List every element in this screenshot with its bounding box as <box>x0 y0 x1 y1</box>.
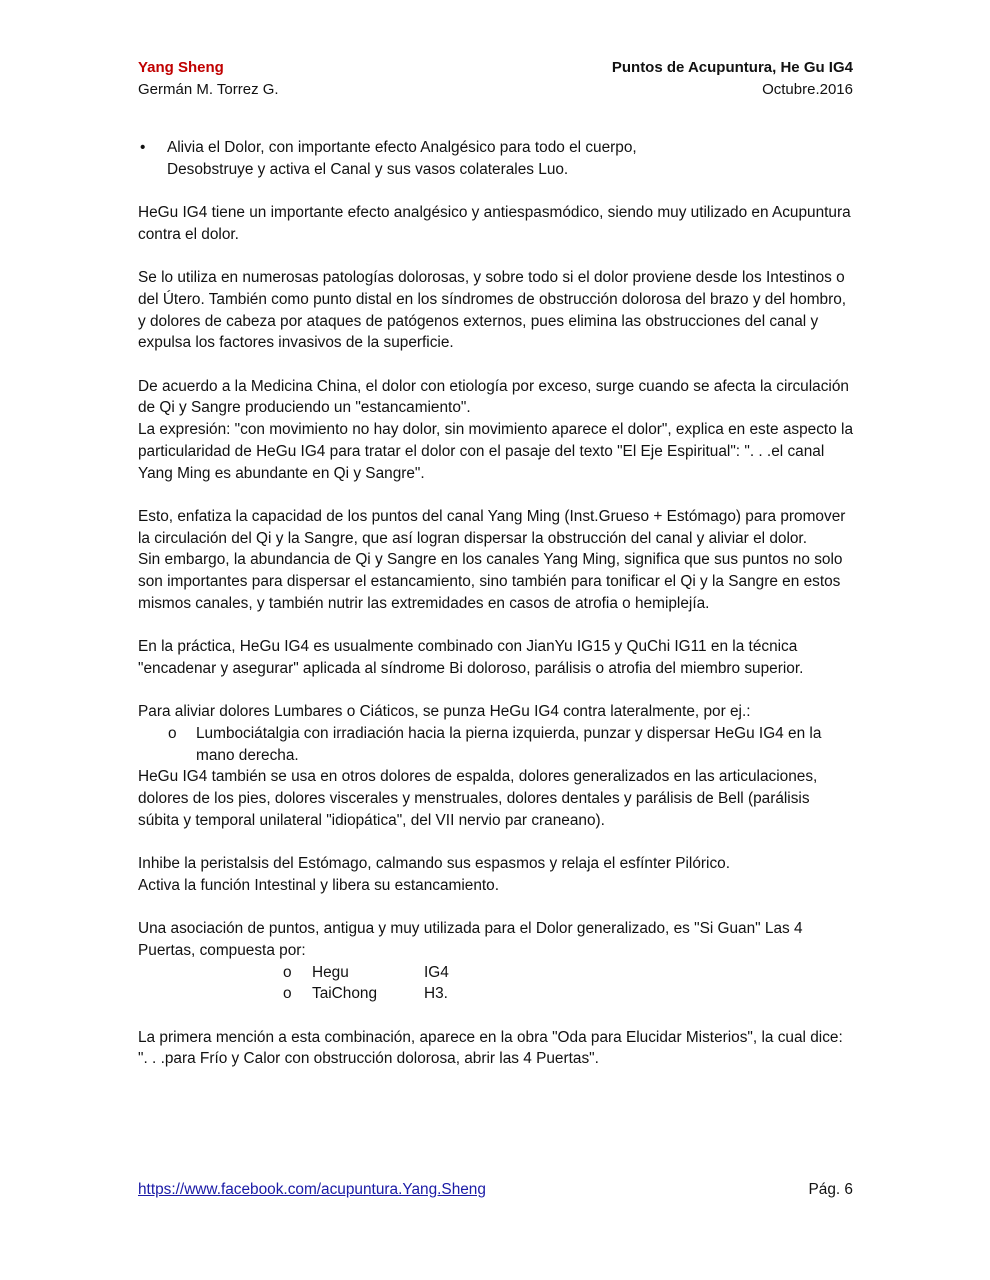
list-item <box>138 962 854 984</box>
bullet-list <box>138 137 854 180</box>
list-item <box>138 983 854 1005</box>
sub-bullet-marker: o <box>283 985 292 1003</box>
paragraph-yangming: Esto, enfatiza la capacidad de los puntos del canal Yang Ming (Inst.Grueso + Estómago) para promover la circulación del Qi y la Sangre, que así logran dispersar la obstrucción del canal y aliviar el dolor. <box>138 507 846 547</box>
paragraph-group-siguan <box>138 918 854 1005</box>
paragraph-group-lumbar <box>138 701 854 831</box>
footer-link[interactable]: https://www.facebook.com/acupuntura.Yang.Sheng <box>138 1181 486 1198</box>
paragraph-group-stomach <box>138 853 854 896</box>
header-title-left: Yang Sheng <box>138 59 224 76</box>
sub-bullet-text: Lumbociátalgia con irradiación hacia la pierna izquierda, punzar y dispersar HeGu IG4 en la mano derecha. <box>196 724 822 764</box>
paragraph-mtc: De acuerdo a la Medicina China, el dolor con etiología por exceso, surge cuando se afecta la circulación de Qi y Sangre produciendo un "estancamiento". <box>138 377 849 417</box>
paragraph-pathologies: Se lo utiliza en numerosas patologías dolorosas, y sobre todo si el dolor proviene desde los Intestinos o del Útero. También como punto distal en los síndromes de obstrucción dolorosa del brazo y del hombro, y dolores de cabeza por ataques de patógenos externos, pues elimina las obstrucciones del canal y expulsa los factores invasivos de la superficie. <box>138 269 847 352</box>
paragraph-group-mtc <box>138 376 854 485</box>
paragraph-analgesic: HeGu IG4 tiene un importante efecto analgésico y antiespasmódico, siendo muy utilizado en Acupuntura contra el dolor. <box>138 204 851 243</box>
paragraph-peristalsis: Inhibe la peristalsis del Estómago, calmando sus espasmos y relaja el esfínter Pilórico. <box>138 855 730 873</box>
list-item <box>138 137 854 180</box>
paragraph-expression: La expresión: "con movimiento no hay dolor, sin movimiento aparece el dolor", explica en este aspecto la particularidad de HeGu IG4 para tratar el dolor con el pasaje del texto "El Eje Espiritual": ". . .el canal Yang Ming es abundante en Qi y Sangre". <box>138 421 854 482</box>
header-title-right: Puntos de Acupuntura, He Gu IG4 <box>611 59 853 76</box>
page-number: Pág. 6 <box>808 1181 853 1198</box>
paragraph-si-guan: Una asociación de puntos, antigua y muy utilizada para el Dolor generalizado, es "Si Guan" Las 4 Puertas, compuesta por: <box>138 920 803 959</box>
list-item <box>138 723 854 766</box>
sub-bullet-marker: o <box>283 963 292 981</box>
paragraph-practice: En la práctica, HeGu IG4 es usualmente combinado con JianYu IG15 y QuChi IG11 en la técnica "encadenar y asegurar" aplicada al síndrome Bi doloroso, parálisis o atrofia del miembro superior. <box>138 638 804 677</box>
bullet-marker: • <box>140 139 146 156</box>
paragraph-first-mention: La primera mención a esta combinación, aparece en la obra "Oda para Elucidar Misterios", la cual dice: ". . .para Frío y Calor con obstrucción dolorosa, abrir las 4 Puertas". <box>138 1028 843 1068</box>
paragraph-other-pains: HeGu IG4 también se usa en otros dolores de espalda, dolores generalizados en las articulaciones, dolores de los pies, dolores viscerales y menstruales, dolores dentales y parálisis de Bell (parálisis súbita y temporal unilateral "idiopática", del VII nervio par craneano). <box>138 768 818 829</box>
bullet-line-2: Desobstruye y activa el Canal y sus vasos colaterales Luo. <box>167 160 569 178</box>
paragraph-lumbar-intro: Para aliviar dolores Lumbares o Ciáticos, se punza HeGu IG4 contra lateralmente, por ej.: <box>138 703 751 721</box>
header-author: Germán M. Torrez G. <box>138 81 279 98</box>
paragraph-group-yangming <box>138 506 854 615</box>
paragraph-abundance: Sin embargo, la abundancia de Qi y Sangre en los canales Yang Ming, significa que sus puntos no solo son importantes para dispersar el estancamiento, sino también para tonificar el Qi y la Sangre en estos mismos canales, y también nutrir las extremidades en casos de atrofia o hemiplejía. <box>138 551 843 612</box>
bullet-line-1: Alivia el Dolor, con importante efecto Analgésico para todo el cuerpo, <box>167 139 637 156</box>
point-code: H3. <box>424 985 448 1003</box>
header-date: Octubre.2016 <box>762 81 853 98</box>
point-name: Hegu <box>312 963 349 981</box>
document-body <box>138 137 854 1092</box>
sub-bullet-marker: o <box>168 724 177 742</box>
paragraph-intestinal: Activa la función Intestinal y libera su estancamiento. <box>138 876 500 894</box>
point-name: TaiChong <box>312 985 378 1003</box>
point-code: IG4 <box>424 963 449 981</box>
